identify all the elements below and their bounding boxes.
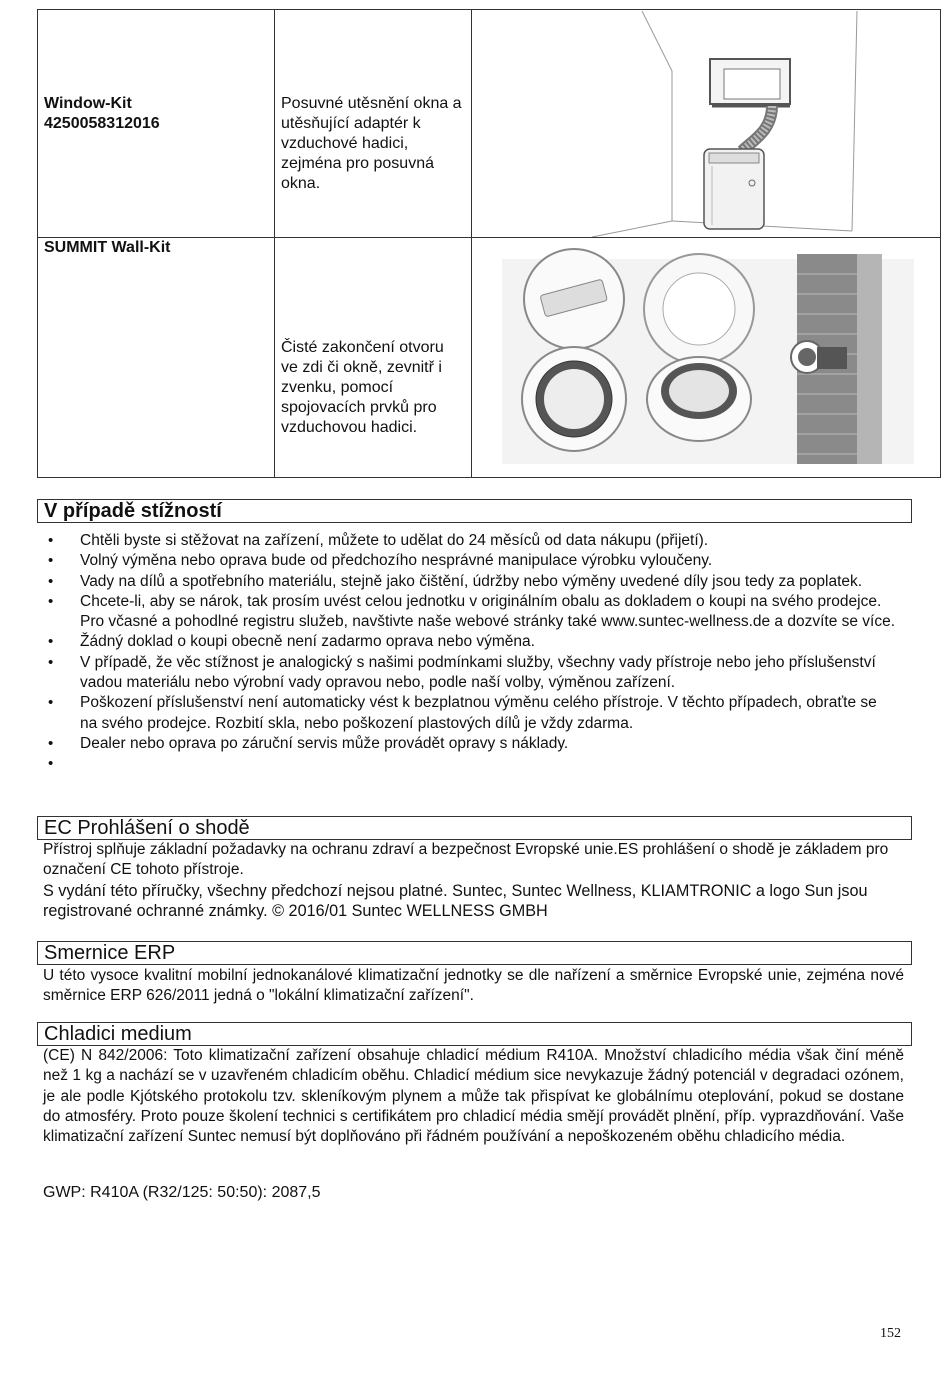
ec-trademark-paragraph: S vydání této příručky, všechny předchozí nejsou platné. Suntec, Suntec Wellness, KLIAMTRONIC a logo Sun jsou registrované ochranné známky. © 2016/01 Suntec WELLNESS GMBH bbox=[43, 882, 868, 921]
erp-paragraph: U této vysoce kvalitní mobilní jednokanálové klimatizační jednotky se dle nařízení a směrnice Evropské unie, zejména nové směrnice ERP 626/2011 jedná o "lokální klimatizační zařízení". bbox=[43, 967, 904, 1005]
list-item: • Poškození příslušenství není automaticky vést k bezplatnou výměnu celého přístroje. V těchto případech, obraťte se na svého prodejce. Rozbití skla, nebo poškození plastových dílů je vždy zdarma. bbox=[37, 693, 897, 734]
product-description: Čisté zakončení otvoru ve zdi či okně, zevnitř i zvenku, pomocí spojovacích prvků pro vzduchovou hadici. bbox=[281, 338, 444, 436]
coolant-heading: Chladici medium bbox=[37, 1022, 912, 1046]
accessories-table bbox=[37, 9, 941, 478]
wall-kit-illustration bbox=[472, 238, 941, 478]
product-description: Posuvné utěsnění okna a utěsňující adaptér k vzduchové hadici, zejména pro posuvná okna. bbox=[281, 94, 462, 192]
list-item: • V případě, že věc stížnost je analogický s našimi podmínkami služby, všechny vady přístroje nebo jeho příslušenství vadou materiálu nebo výrobní vady opravou nebo, podle naší volby, výměnou zařízení. bbox=[37, 653, 897, 694]
gwp-line: GWP: R410A (R32/125: 50:50): 2087,5 bbox=[43, 1184, 321, 1201]
list-item: • Chcete-li, aby se nárok, tak prosím uvést celou jednotku v originálním obalu as dokladem o koupi na svého prodejce. Pro včasné a pohodlné registru služeb, navštivte naše webové stránky také www.suntec-wellness.de a dozvíte se více. bbox=[37, 592, 897, 633]
product-description-cell bbox=[275, 10, 472, 238]
list-item: • Dealer nebo oprava po záruční servis může provádět opravy s náklady. bbox=[37, 734, 897, 754]
window-kit-illustration bbox=[472, 10, 941, 238]
product-name-cell bbox=[38, 238, 275, 478]
product-description-cell bbox=[275, 238, 472, 478]
list-item: • Vady na dílů a spotřebního materiálu, stejně jako čištění, údržby nebo výměny uvedené díly jsou tedy za poplatek. bbox=[37, 572, 897, 592]
table-row bbox=[38, 10, 941, 238]
coolant-paragraph: (CE) N 842/2006: Toto klimatizační zařízení obsahuje chladicí médium R410A. Množství chladicího média však činí méně než 1 kg a nachází se v uzavřeném chladicím oběhu. Chladicí médium sice nevykazuje žádný potenciál v degradaci ozónem, je ale podle Kjótského protokolu tzv. skleníkovým plynem a může tak přispívat ke globálnímu oteplování, pokud se dostane do atmosféry. Proto pouze školení technici s certifikátem pro chladicí média smějí provádět plnění, příp. vyprazdňování. Vaše klimatizační zařízení Suntec nemusí být doplňováno při řádném používání a nepoškozeném oběhu chladicího média. bbox=[43, 1047, 904, 1146]
product-name: Window-Kit bbox=[44, 94, 132, 112]
product-name: SUMMIT Wall-Kit bbox=[44, 238, 171, 256]
ec-heading: EC Prohlášení o shodě bbox=[37, 816, 912, 840]
product-name-cell bbox=[38, 10, 275, 238]
table-row bbox=[38, 238, 941, 478]
page-number: 152 bbox=[880, 1326, 901, 1341]
erp-heading: Smernice ERP bbox=[37, 941, 912, 965]
list-item bbox=[37, 754, 897, 774]
complaints-heading: V případě stížností bbox=[37, 499, 912, 523]
list-item: • Chtěli byste si stěžovat na zařízení, můžete to udělat do 24 měsíců od data nákupu (přijetí). bbox=[37, 531, 897, 551]
product-code: 4250058312016 bbox=[44, 114, 160, 132]
ec-paragraph: Přístroj splňuje základní požadavky na ochranu zdraví a bezpečnost Evropské unie.ES prohlášení o shodě je základem pro označení CE tohoto přístroje. bbox=[43, 841, 889, 879]
list-item: • Volný výměna nebo oprava bude od předchozího nesprávné manipulace výrobku vyloučeny. bbox=[37, 551, 897, 571]
list-item: • Žádný doklad o koupi obecně není zadarmo oprava nebo výměna. bbox=[37, 632, 897, 652]
complaints-list bbox=[37, 531, 897, 774]
